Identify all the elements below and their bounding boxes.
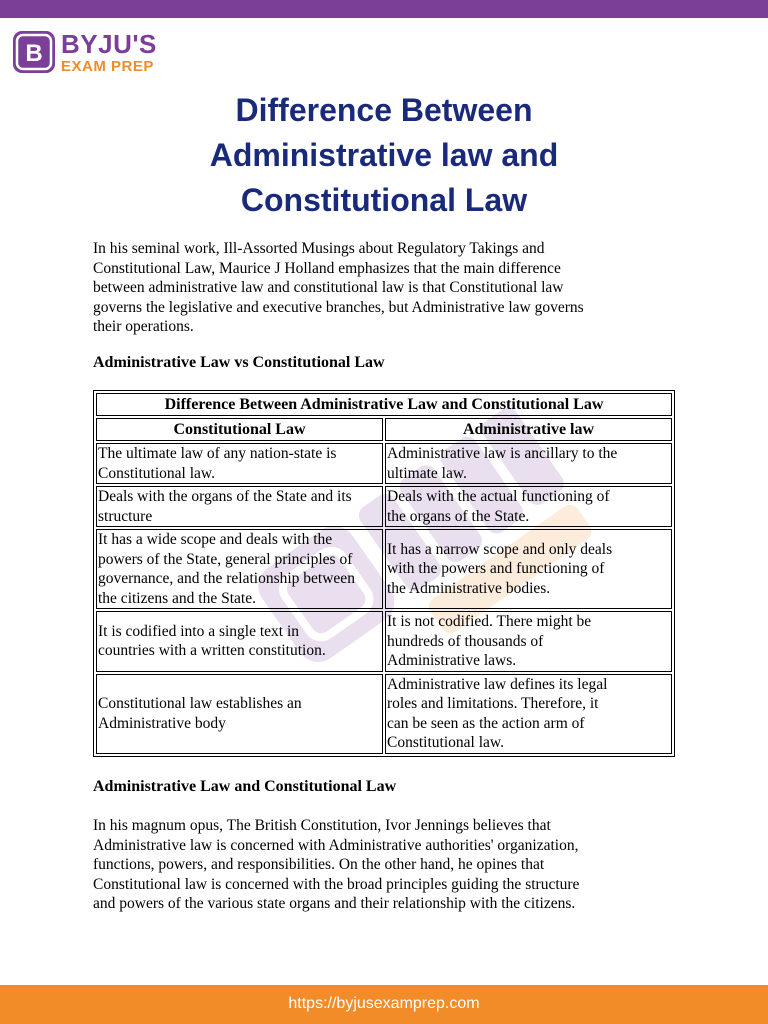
byjus-logo[interactable] [12, 30, 157, 74]
closing-line: Constitutional law is concerned with the broad principles guiding the structure [93, 875, 580, 893]
cell-line: It is not codified. There might be [387, 613, 592, 630]
cell-line: Constitutional law. [98, 464, 215, 482]
page-title [84, 88, 684, 223]
logo-mark-letter: B [25, 40, 43, 67]
cell-line: powers of the State, general principles of [98, 550, 353, 568]
cell-line: The ultimate law of any nation-state is [98, 445, 337, 462]
cell-line: Administrative laws. [387, 652, 517, 669]
comparison-table [93, 390, 675, 757]
closing-line: Administrative law is concerned with Administrative authorities' organization, [93, 836, 579, 854]
table-row [96, 611, 672, 672]
section-heading-and: Administrative Law and Constitutional Law [93, 778, 397, 795]
title-line: Administrative law and [209, 137, 559, 173]
closing-line: functions, powers, and responsibilities. On the other hand, he opines that [93, 856, 545, 873]
cell-line: with the powers and functioning of [387, 560, 605, 578]
cell-line: governance, and the relationship between [98, 570, 355, 587]
intro-line: governs the legislative and executive branches, but Administrative law governs [93, 298, 584, 316]
intro-line: between administrative law and constitutional law is that Constitutional law [93, 279, 564, 296]
logo-brand-tagline: EXAM PREP [61, 57, 154, 75]
cell-line: It is codified into a single text in [98, 622, 300, 640]
cell-line: hundreds of thousands of [387, 632, 544, 650]
logo-wordmark [61, 28, 157, 75]
title-line: Constitutional Law [240, 182, 528, 218]
cell-line: Administrative body [98, 714, 226, 732]
footer-website-link[interactable]: https://byjusexamprep.com [288, 995, 480, 1012]
cell-line: It has a narrow scope and only deals [387, 540, 613, 558]
intro-line: Constitutional Law, Maurice J Holland emphasizes that the main difference [93, 259, 561, 277]
table-row [96, 529, 672, 609]
comparison-table-wrapper [93, 390, 675, 757]
cell-line: roles and limitations. Therefore, it [387, 695, 599, 712]
cell-line: can be seen as the action arm of [387, 714, 585, 732]
cell-constitutional [96, 529, 383, 609]
cell-line: It has a wide scope and deals with the [98, 531, 333, 548]
cell-line: the organs of the State. [387, 507, 530, 525]
cell-line: structure [98, 507, 153, 525]
intro-paragraph [93, 239, 683, 337]
cell-line: Constitutional law establishes an [98, 695, 302, 712]
logo-brand-name: BYJU'S [61, 28, 157, 59]
footer-bar [0, 985, 768, 1024]
cell-line: ultimate law. [387, 464, 467, 482]
cell-line: Administrative law is ancillary to the [387, 445, 618, 462]
table-row [96, 443, 672, 484]
column-header-constitutional: Constitutional Law [96, 418, 383, 441]
column-header-administrative: Administrative law [385, 418, 672, 441]
cell-line: the Administrative bodies. [387, 579, 551, 597]
table-row [96, 486, 672, 527]
table-row [96, 674, 672, 754]
cell-constitutional [96, 611, 383, 672]
intro-line: their operations. [93, 318, 194, 335]
cell-line: Deals with the actual functioning of [387, 488, 610, 505]
cell-constitutional [96, 443, 383, 484]
intro-line: In his seminal work, Ill-Assorted Musings about Regulatory Takings and [93, 240, 545, 257]
cell-line: the citizens and the State. [98, 589, 256, 607]
cell-line: countries with a written constitution. [98, 642, 326, 660]
cell-line: Deals with the organs of the State and its [98, 488, 352, 505]
cell-constitutional [96, 674, 383, 754]
table-caption: Difference Between Administrative Law and Constitutional Law [96, 393, 672, 416]
top-brand-bar [0, 0, 768, 18]
cell-line: Constitutional law. [387, 734, 504, 751]
byjus-logo-mark-icon [12, 30, 56, 74]
title-line: Difference Between [235, 92, 533, 128]
cell-administrative [385, 486, 672, 527]
closing-paragraph [93, 816, 683, 914]
section-heading-vs: Administrative Law vs Constitutional Law [93, 354, 385, 371]
cell-line: Administrative law defines its legal [387, 675, 608, 693]
cell-administrative [385, 674, 672, 754]
cell-administrative [385, 529, 672, 609]
closing-line: In his magnum opus, The British Constitution, Ivor Jennings believes that [93, 817, 551, 834]
cell-administrative [385, 443, 672, 484]
closing-line: and powers of the various state organs and their relationship with the citizens. [93, 895, 576, 912]
cell-administrative [385, 611, 672, 672]
cell-constitutional [96, 486, 383, 527]
